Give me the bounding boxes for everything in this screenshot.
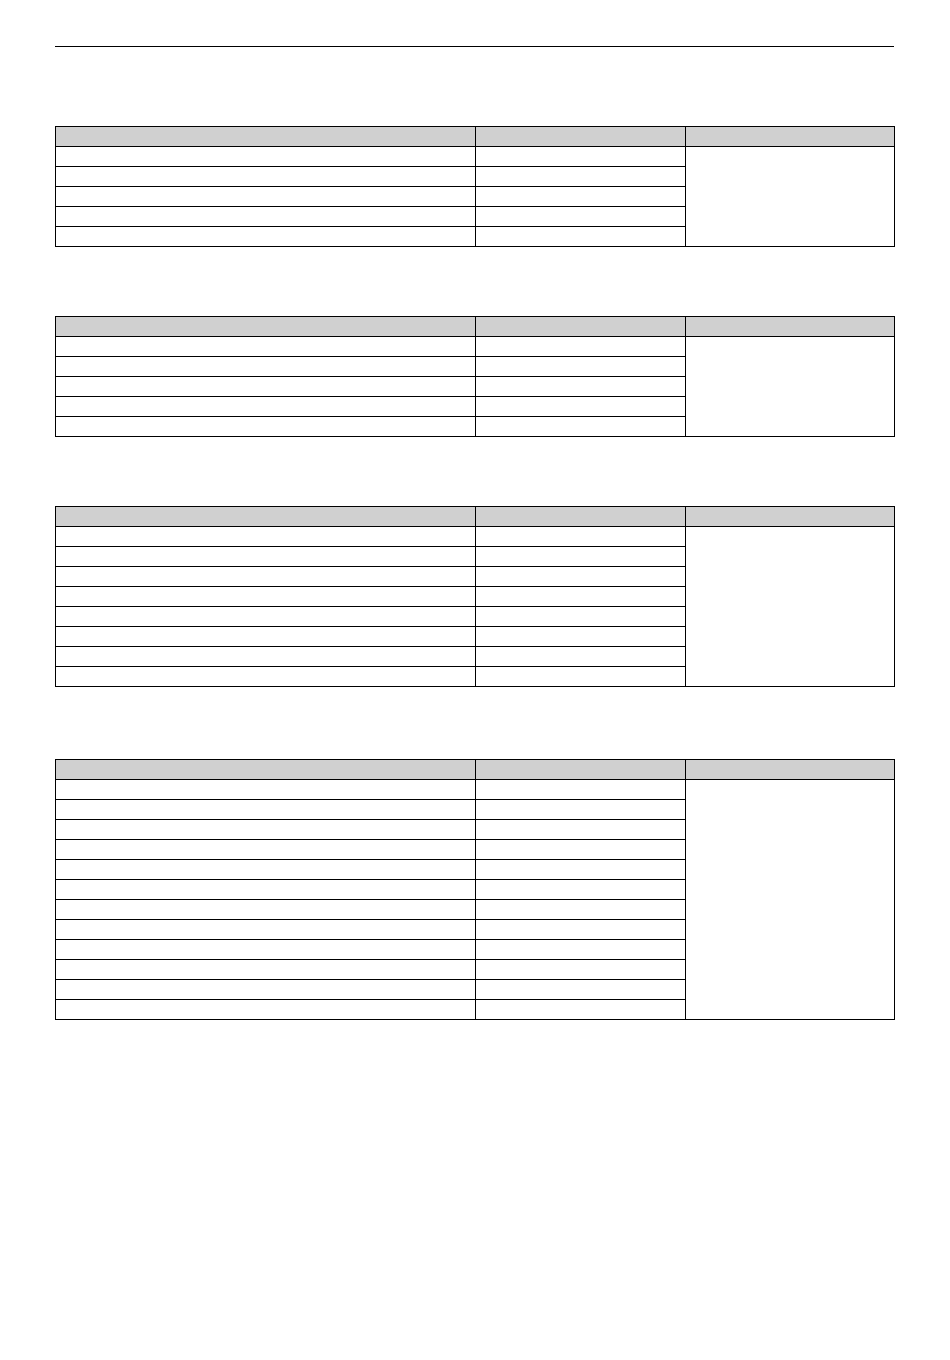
- table-cell: [476, 167, 686, 187]
- table-cell: [56, 840, 476, 860]
- table-header-row: [56, 127, 895, 147]
- table-row: [56, 147, 895, 167]
- merged-cell: [686, 780, 895, 1020]
- table-cell: [56, 780, 476, 800]
- table-header-row: [56, 507, 895, 527]
- table-cell: [476, 667, 686, 687]
- table-cell: [476, 377, 686, 397]
- table-header-cell: [686, 317, 895, 337]
- table-cell: [476, 397, 686, 417]
- table-cell: [56, 900, 476, 920]
- record-table-1: [55, 126, 895, 247]
- table-cell: [476, 960, 686, 980]
- table-cell: [476, 840, 686, 860]
- table-cell: [476, 627, 686, 647]
- table-cell: [476, 800, 686, 820]
- table-cell: [56, 880, 476, 900]
- table-cell: [476, 567, 686, 587]
- table-header-cell: [56, 760, 476, 780]
- table-cell: [56, 527, 476, 547]
- table-cell: [56, 397, 476, 417]
- table-header-cell: [476, 507, 686, 527]
- table-header-row: [56, 760, 895, 780]
- table-cell: [56, 567, 476, 587]
- table-cell: [56, 1000, 476, 1020]
- table-cell: [476, 980, 686, 1000]
- table-cell: [56, 980, 476, 1000]
- table-cell: [56, 860, 476, 880]
- table-cell: [476, 147, 686, 167]
- header-rule: [55, 46, 894, 47]
- table-cell: [56, 607, 476, 627]
- table-cell: [56, 417, 476, 437]
- table-cell: [476, 920, 686, 940]
- table-header-cell: [476, 760, 686, 780]
- table-cell: [56, 167, 476, 187]
- table-cell: [476, 860, 686, 880]
- table-cell: [476, 337, 686, 357]
- table-cell: [476, 607, 686, 627]
- table-header-cell: [686, 507, 895, 527]
- table-cell: [476, 900, 686, 920]
- merged-cell: [686, 337, 895, 437]
- table-row: [56, 527, 895, 547]
- table-cell: [56, 920, 476, 940]
- table-header-cell: [686, 760, 895, 780]
- table-header-cell: [56, 317, 476, 337]
- table-cell: [476, 357, 686, 377]
- table-cell: [56, 547, 476, 567]
- table-cell: [476, 880, 686, 900]
- table-cell: [56, 960, 476, 980]
- table-cell: [476, 940, 686, 960]
- table-cell: [56, 147, 476, 167]
- table-cell: [476, 820, 686, 840]
- table-cell: [56, 187, 476, 207]
- table-row: [56, 780, 895, 800]
- table-cell: [56, 940, 476, 960]
- table-cell: [476, 547, 686, 567]
- table-cell: [476, 227, 686, 247]
- table-header-cell: [476, 317, 686, 337]
- table-header-cell: [686, 127, 895, 147]
- record-table-2: [55, 316, 895, 437]
- table-cell: [476, 417, 686, 437]
- record-table-4: [55, 759, 895, 1020]
- merged-cell: [686, 147, 895, 247]
- table-cell: [56, 647, 476, 667]
- table-row: [56, 337, 895, 357]
- table-cell: [56, 337, 476, 357]
- table-cell: [476, 527, 686, 547]
- table-cell: [56, 667, 476, 687]
- table-header-cell: [56, 127, 476, 147]
- table-cell: [56, 820, 476, 840]
- table-cell: [56, 377, 476, 397]
- table-header-cell: [476, 127, 686, 147]
- table-cell: [476, 647, 686, 667]
- record-table-3: [55, 506, 895, 687]
- table-cell: [476, 587, 686, 607]
- table-cell: [56, 800, 476, 820]
- table-cell: [476, 207, 686, 227]
- merged-cell: [686, 527, 895, 687]
- table-header-row: [56, 317, 895, 337]
- table-cell: [476, 780, 686, 800]
- table-cell: [56, 357, 476, 377]
- table-header-cell: [56, 507, 476, 527]
- table-cell: [476, 1000, 686, 1020]
- table-cell: [56, 587, 476, 607]
- table-cell: [56, 207, 476, 227]
- table-cell: [476, 187, 686, 207]
- table-cell: [56, 627, 476, 647]
- table-cell: [56, 227, 476, 247]
